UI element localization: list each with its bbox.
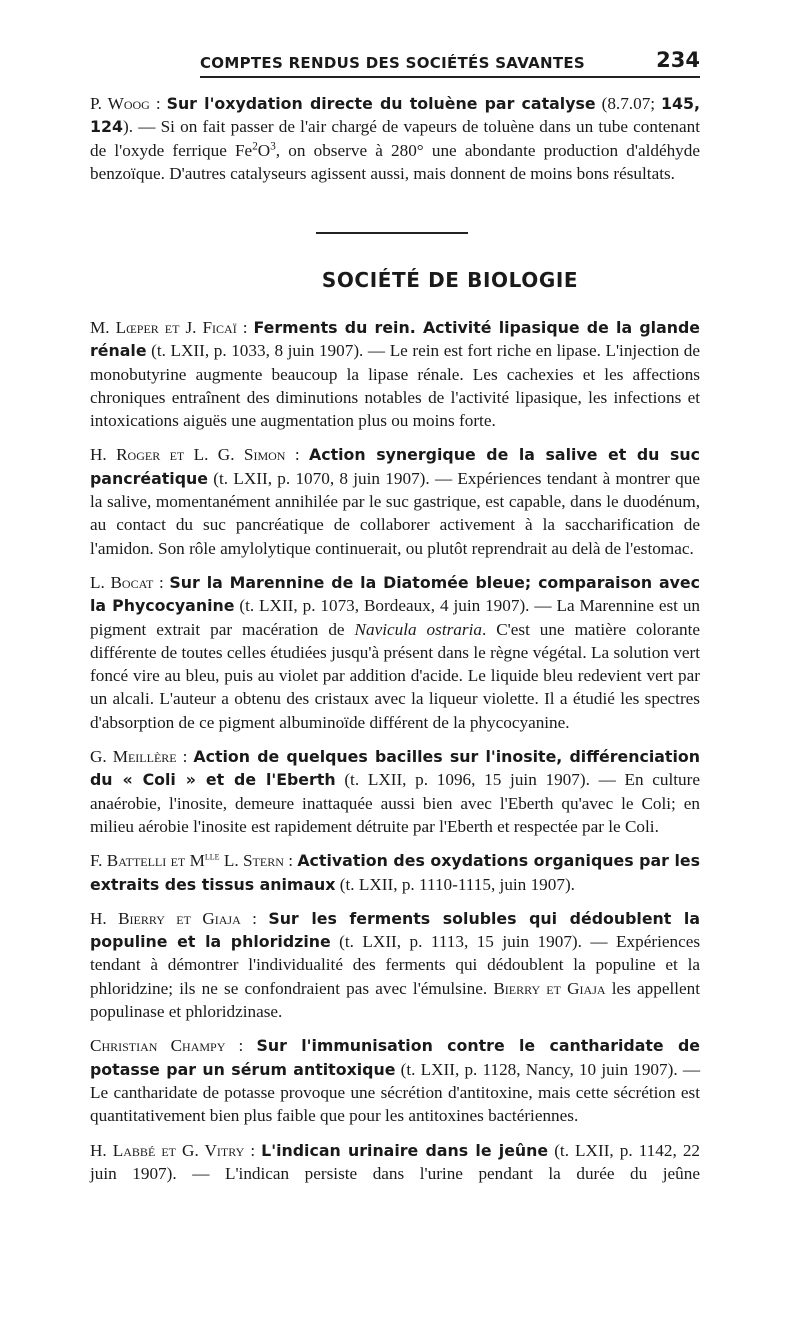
- entry-title: Action de quelques bacilles sur l'inosite, différenciation du « Coli » et de l'Eberth: [90, 747, 700, 790]
- abstract-entry: M. Lœper et J. Ficaï : Ferments du rein. Activité lipasique de la glande rénale (t. LXII, p. 1033, 8 juin 1907). — Le rein est fort riche en lipase. L'injection de monobutyrine augmente beaucoup la lipase rénale. Les cachexies et les affections chroniques entraînent des diminutions notables de l'activité lipasique, les infections et intoxications aiguës une augmentation plus ou moins forte.: [90, 318, 700, 431]
- entry-ref: (t. LXII, p. 1033, 8 juin 1907).: [151, 341, 364, 361]
- entry-author: F. Battelli et M: [90, 851, 205, 871]
- entry-author: H. Labbé et G. Vitry: [90, 1140, 245, 1160]
- intro-column: [90, 92, 700, 185]
- entry-body: — Expériences tendant à démontrer l'individualité des ferments qui dédoublent la populine et la phloridzine; ils ne se confondraient pas avec l'émulsine.: [90, 932, 701, 998]
- entry-title: Sur l'oxydation directe du toluène par catalyse: [166, 94, 596, 113]
- entry-author: G. Meillère: [90, 747, 177, 767]
- section-heading: SOCIÉTÉ DE BIOLOGIE: [321, 268, 579, 292]
- entry-body: — Si on fait passer de l'air chargé de vapeurs de toluène dans un tube contenant de l'oxyde ferrique Fe: [90, 117, 700, 160]
- entry-author: L. Bocat: [90, 572, 154, 592]
- entry-title: Sur l'immunisation contre le cantharidate de potasse par un sérum antitoxique: [90, 1036, 700, 1079]
- entry-ref: (t. LXII, p. 1096, 15 juin 1907).: [344, 770, 590, 790]
- formula-superscript: 2: [252, 139, 258, 152]
- entry-title: Sur les ferments solubles qui dédoublent la populine et la phloridzine: [90, 908, 701, 952]
- entry-author: H. Roger et L. G. Simon: [90, 445, 286, 465]
- entry-body: . C'est une matière colorante différente de toutes celles étudiées jusqu'à présent dans le règne végétal. La solution vert foncé vire au bleu, puis au violet par addition d'acide. Le liquide bleu redevient vert par un alcali. L'auteur a obtenu des cristaux avec la liqueur violette. Il a étudié les spectres d'absorption de ce pigment albuminoïde différent de la phycocyanine.: [90, 619, 700, 732]
- abstract-entry: L. Bocat : Sur la Marennine de la Diatomée bleue; comparaison avec la Phycocyanine (t. LXII, p. 1073, Bordeaux, 4 juin 1907). — La Marennine est un pigment extrait par macération de Navicula ostraria. C'est une matière colorante différente de toutes celles étudiées jusqu'à présent dans le règne végétal. La solution vert foncé vire au bleu, puis au violet par addition d'acide. Le liquide bleu redevient vert par un alcali. L'auteur a obtenu des cristaux avec la liqueur violette. Il a étudié les spectres d'absorption de ce pigment albuminoïde différent de la phycocyanine.: [90, 572, 701, 732]
- entry-title: Activation des oxydations organiques par les extraits des tissus animaux: [90, 851, 700, 894]
- entry-author: M. Lœper et J. Ficaï: [90, 318, 237, 337]
- abstract-entry: H. Roger et L. G. Simon : Action synergique de la salive et du suc pancréatique (t. LXII, p. 1070, 8 juin 1907). — Expériences tendant à montrer que la salive, momentanément annihilée par le suc gastrique, est capable, dans le duodénum, au contact du suc pancréatique de collaborer activement à la saccharification de l'amidon. Son rôle amylolytique continuerait, ou plutôt reprendrait au delà de l'estomac.: [90, 445, 700, 558]
- abstract-entry: F. Battelli et $M^{lle}$ L. Stern : Activation des oxydations organiques par les extraits des tissus animaux (t. LXII, p. 1110-1115, juin 1907).: [90, 850, 700, 894]
- entry-title: L'indican urinaire dans le jeûne: [261, 1140, 549, 1160]
- entry-ref: (t. LXII, p. 1070, 8 juin 1907).: [213, 468, 430, 488]
- entry-ref-part: (8.7.07;: [601, 94, 662, 113]
- entry-ref: (t. LXII, p. 1142, 22 juin 1907).: [90, 1140, 701, 1183]
- entry-title: Action synergique de la salive et du suc pancréatique: [90, 445, 700, 488]
- entry-author: L. Stern: [219, 851, 284, 871]
- entry-body: O: [257, 140, 271, 160]
- entry-author: Christian Champy: [90, 1036, 226, 1056]
- entry-ref: (t. LXII, p. 1073, Bordeaux, 4 juin 1907).: [239, 596, 530, 616]
- entry-body: — Le rein est fort riche en lipase. L'injection de monobutyrine augmente beaucoup la lipase rénale. Les cachexies et les affections chroniques entraînent des diminutions notables de l'activité lipasique, les infections et intoxications aiguës une augmentation plus ou moins forte.: [90, 341, 700, 431]
- entry-body: — La Marennine est un pigment extrait par macération de: [90, 596, 701, 639]
- abstract-entry: Christian Champy : Sur l'immunisation contre le cantharidate de potasse par un sérum antitoxique (t. LXII, p. 1128, Nancy, 10 juin 1907). — Le cantharidate de potasse provoque une sécrétion d'antitoxine, mais cette sécrétion est quantitativement bien plus faible que pour les antitoxines bactériennes.: [90, 1036, 701, 1126]
- formula-superscript: 3: [270, 139, 276, 152]
- author-title-superscript: lle: [204, 850, 220, 863]
- entry-title: Sur la Marennine de la Diatomée bleue; comparaison avec la Phycocyanine: [90, 572, 700, 616]
- abstract-entry-woog: P. Woog : Sur l'oxydation directe du toluène par catalyse (8.7.07; 145, 124). — Si on fait passer de l'air chargé de vapeurs de toluène dans un tube contenant de l'oxyde ferrique $Fe^2O^3$, on observe à 280° une abondante production d'aldéhyde benzoïque. D'autres catalyseurs agissent aussi, mais donnent de moins bons résultats.: [90, 94, 701, 183]
- entry-ref: (t. LXII, p. 1128, Nancy, 10 juin 1907).: [400, 1059, 678, 1079]
- running-title: COMPTES RENDUS DES SOCIÉTÉS SAVANTES: [200, 54, 586, 72]
- entry-author: H. Bierry et Giaja: [90, 908, 241, 928]
- entry-body-names: Bierry et Giaja: [493, 978, 606, 998]
- biology-entries: [90, 316, 700, 1185]
- entry-ref: (t. LXII, p. 1113, 15 juin 1907).: [339, 932, 582, 952]
- entry-body: les appellent populinase et phloridzinase.: [90, 978, 701, 1022]
- entry-body: — Le cantharidate de potasse provoque une sécrétion d'antitoxine, mais cette sécrétion est quantitativement bien plus faible que pour les antitoxines bactériennes.: [90, 1059, 701, 1126]
- page-number: 234: [656, 48, 700, 72]
- page-header: [200, 40, 700, 72]
- abstract-entry: H. Bierry et Giaja : Sur les ferments solubles qui dédoublent la populine et la phloridzine (t. LXII, p. 1113, 15 juin 1907). — Expériences tendant à démontrer l'individualité des ferments qui dédoublent la populine et la phloridzine; ils ne se confondraient pas avec l'émulsine. Bierry et Giaja les appellent populinase et phloridzinase.: [90, 908, 701, 1022]
- entry-author: P. Woog: [90, 94, 150, 113]
- entry-ref-part: ).: [122, 117, 134, 137]
- entry-title: Ferments du rein. Activité lipasique de la glande rénale: [90, 318, 700, 361]
- entry-body: — L'indican persiste dans l'urine pendant la durée du jeûne: [192, 1163, 700, 1183]
- section-divider: [316, 232, 468, 234]
- species-name: Navicula ostraria: [354, 619, 482, 639]
- entry-body: — En culture anaérobie, l'inosite, demeure inattaquée aussi bien avec l'Eberth qu'avec le Coli; en milieu aérobie l'inosite est rapidement détruite par l'Eberth et respectée par le Coli.: [90, 770, 700, 836]
- header-rule: [200, 76, 700, 78]
- entry-body: — Expériences tendant à montrer que la salive, momentanément annihilée par le suc gastrique, est capable, dans le duodénum, au contact du suc pancréatique de collaborer activement à la saccharification de l'amidon. Son rôle amylolytique continuerait, ou plutôt reprendrait au delà de l'estomac.: [90, 468, 700, 558]
- abstract-entry: G. Meillère : Action de quelques bacilles sur l'inosite, différenciation du « Coli » et de l'Eberth (t. LXII, p. 1096, 15 juin 1907). — En culture anaérobie, l'inosite, demeure inattaquée aussi bien avec l'Eberth qu'avec le Coli; en milieu aérobie l'inosite est rapidement détruite par l'Eberth et respectée par le Coli.: [90, 747, 700, 836]
- entry-ref: (t. LXII, p. 1110-1115, juin 1907).: [339, 874, 575, 894]
- entry-body: , on observe à 280° une abondante production d'aldéhyde benzoïque. D'autres catalyseurs agissent aussi, mais donnent de moins bons résultats.: [90, 140, 700, 183]
- abstract-entry: H. Labbé et G. Vitry : L'indican urinaire dans le jeûne (t. LXII, p. 1142, 22 juin 1907). — L'indican persiste dans l'urine pendant la durée du jeûne: [90, 1140, 701, 1183]
- entry-ref-volume: 145, 124: [90, 94, 701, 137]
